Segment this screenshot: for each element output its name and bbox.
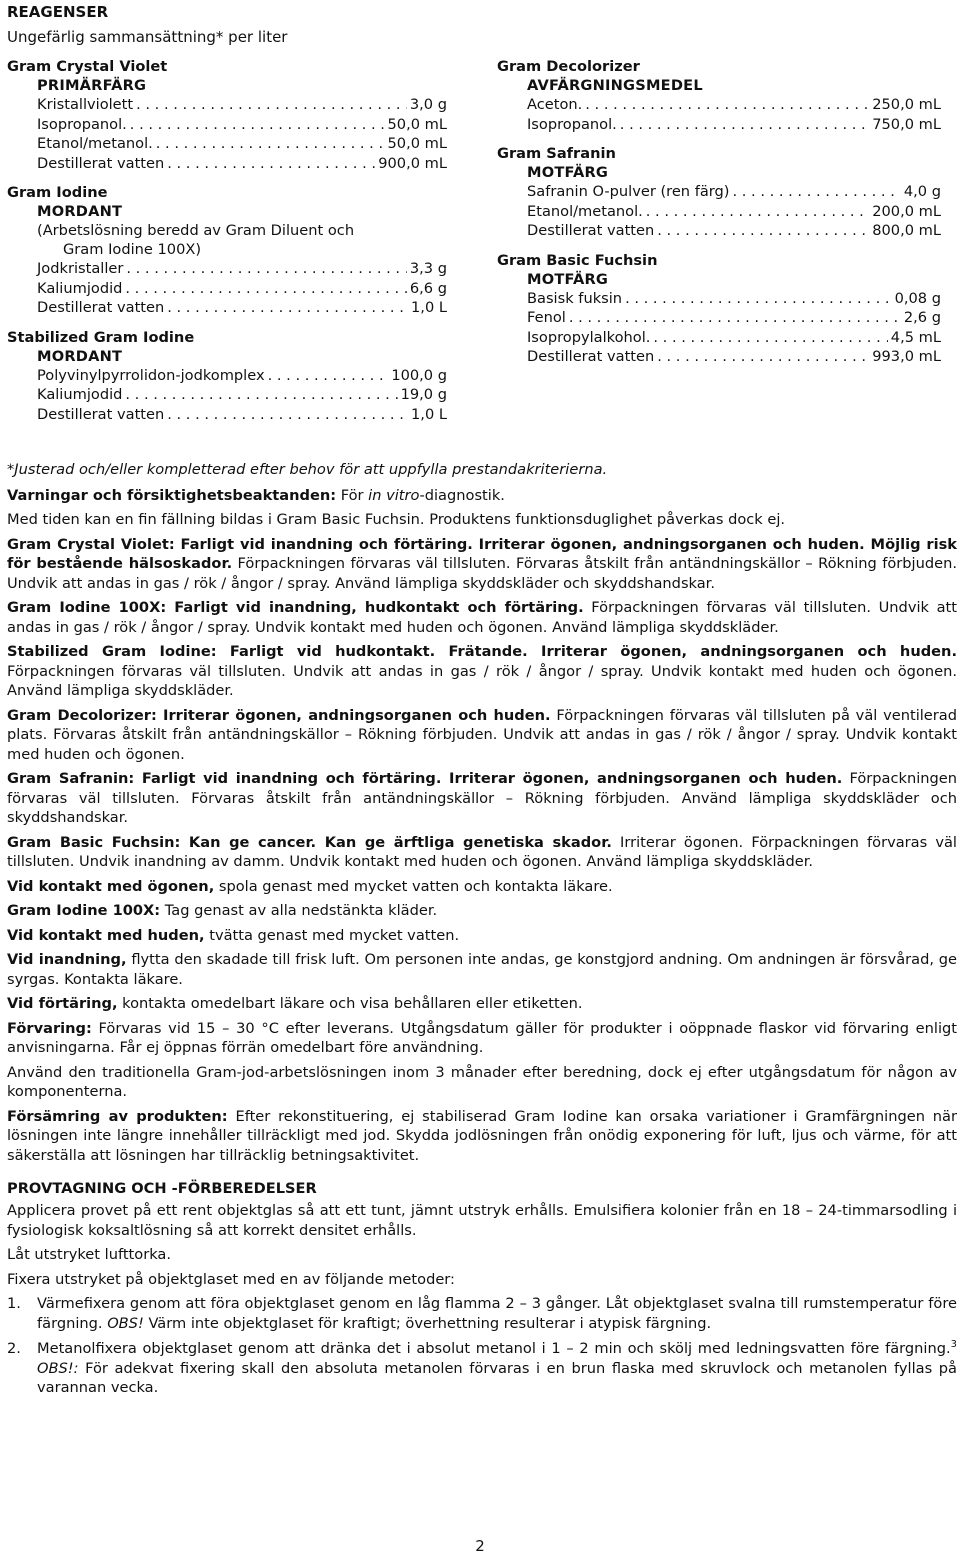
section-title-sampling: PROVTAGNING OCH -FÖRBEREDELSER [7, 1180, 317, 1197]
ingredient-amount: 993,0 mL [872, 348, 941, 365]
warning-paragraph [7, 598, 957, 637]
ingredient-amount: 50,0 mL [387, 135, 447, 152]
dot-leader [646, 202, 869, 222]
paragraph-bold-lead: Gram Iodine 100X: Farligt vid inandning, hudkontakt och förtäring. [7, 599, 584, 616]
dot-leader [657, 221, 869, 241]
reagent-group [497, 144, 941, 241]
ingredient-name: Kristallviolett [37, 96, 134, 113]
ingredient-amount: 250,0 mL [872, 96, 941, 113]
list-text-main: Metanolfixera objektglaset genom att dränka det i absolut metanol i 1 – 2 min och skölj med ledningsvatten före färgning. [37, 1340, 951, 1357]
sampling-paragraph-3: Fixera utstryket på objektglaset med en av följande metoder: [7, 1270, 455, 1288]
ingredient-row [497, 347, 941, 367]
ingredient-row [7, 154, 447, 174]
paragraph-text: Förpackningen förvaras väl tillsluten på väl ventilerad plats. Förvaras åtskilt från antändningskällor – Rökning förbjuden. Undvik att andas in gas / rök / ångor / spray. Undvik kontakt med huden och ögonen. [7, 706, 957, 763]
warning-paragraph [7, 877, 957, 897]
ingredient-amount: 2,6 g [903, 309, 941, 326]
ingredient-name: Isopropylalkohol. [527, 328, 651, 346]
reagent-note: (Arbetslösning beredd av Gram Diluent och [37, 222, 355, 239]
reagent-role: MORDANT [37, 347, 123, 365]
paragraph-italic: in vitro [368, 486, 420, 504]
paragraph-text: Förvaras vid 15 – 30 °C efter leverans. Utgångsdatum gäller för produkter i oöppnade flaskor vid förvaring enligt anvisningarna. Får ej öppnas förrän omedelbart före användning. [7, 1019, 957, 1056]
reagent-name: Gram Decolorizer [497, 58, 640, 75]
footnote: *Justerad och/eller kompletterad efter behov för att uppfylla prestandakriterierna. [7, 461, 608, 478]
ingredient-row [497, 328, 941, 348]
ingredient-amount: 1,0 L [411, 405, 447, 423]
ingredient-name: Kaliumjodid [37, 279, 123, 297]
reagent-column-left [7, 57, 447, 434]
ingredient-name: Isopropanol. [37, 115, 127, 133]
ingredient-amount: 6,6 g [409, 279, 447, 297]
reagent-name: Gram Basic Fuchsin [497, 251, 658, 269]
paragraph-text: kontakta omedelbart läkare och visa behållaren eller etiketten. [117, 995, 583, 1012]
page-number: 2 [475, 1537, 485, 1555]
paragraph-bold-lead: Förvaring: [7, 1019, 92, 1037]
ingredient-row [7, 115, 447, 135]
dot-leader [268, 366, 389, 386]
ingredient-row [497, 308, 941, 328]
paragraph-bold-lead: Stabilized Gram Iodine: Farligt vid hudkontakt. Frätande. Irriterar ögonen, andningsorganen och huden. [7, 643, 957, 660]
ingredient-name: Etanol/metanol. [37, 135, 153, 152]
ingredient-row [497, 182, 941, 202]
ingredient-name: Destillerat vatten [527, 222, 655, 239]
paragraph-text: tvätta genast med mycket vatten. [204, 926, 460, 944]
dot-leader [125, 279, 406, 299]
dot-leader [167, 298, 408, 318]
ingredient-name: Jodkristaller [37, 260, 124, 277]
warning-paragraph [7, 535, 957, 594]
reagent-group [497, 57, 941, 134]
list-item [7, 1339, 957, 1398]
reagent-role: MORDANT [37, 203, 123, 220]
paragraph-text: Med tiden kan en fin fällning bildas i Gram Basic Fuchsin. Produktens funktionsduglighet påverkas dock ej. [7, 511, 786, 528]
ingredient-name: Destillerat vatten [37, 299, 165, 316]
dot-leader [620, 115, 869, 135]
warning-paragraph [7, 1019, 957, 1058]
ingredient-name: Fenol [527, 309, 566, 326]
paragraph-bold-lead: Försämring av produkten: [7, 1107, 228, 1125]
section-title-reagents: REAGENSER [7, 3, 109, 21]
dot-leader [625, 289, 892, 309]
ingredient-amount: 100,0 g [391, 366, 447, 384]
dot-leader [130, 115, 385, 135]
paragraph-text: -diagnostik. [419, 486, 505, 504]
list-number: 1. [7, 1295, 21, 1312]
ingredient-name: Safranin O-pulver (ren färg) [527, 183, 730, 200]
warning-paragraph [7, 901, 957, 921]
dot-leader [167, 154, 375, 174]
reference-superscript: 3 [950, 1339, 957, 1351]
warning-paragraph [7, 642, 957, 701]
reagent-group [497, 251, 941, 367]
paragraph-bold-lead: Vid kontakt med ögonen, [7, 877, 215, 895]
ingredient-row [497, 115, 941, 135]
warning-paragraphs [7, 486, 957, 1166]
ingredient-name: Basisk fuksin [527, 289, 623, 307]
list-text-main: Värmefixera genom att föra objektglaset genom en låg flamma 2 – 3 gånger. Låt objektglaset svalna till rumstemperatur före färgning. [37, 1295, 957, 1332]
paragraph-bold-lead: Vid inandning, [7, 951, 127, 968]
list-item [7, 1294, 957, 1333]
warning-paragraph [7, 769, 957, 828]
sampling-paragraph-2: Låt utstryket lufttorka. [7, 1246, 171, 1263]
paragraph-text: Förpackningen förvaras väl tillsluten. Undvik att andas in gas / rök / ångor / spray. Undvik kontakt med huden och ögonen. Använd lämpliga skyddskläder. [7, 662, 957, 699]
ingredient-name: Isopropanol. [527, 115, 617, 133]
paragraph-bold-lead: Gram Iodine 100X: [7, 902, 161, 919]
reagent-name: Stabilized Gram Iodine [7, 328, 195, 346]
paragraph-bold-lead: Vid förtäring, [7, 995, 118, 1012]
ingredient-name: Destillerat vatten [527, 348, 655, 365]
ingredient-row [7, 95, 447, 115]
ingredient-amount: 1,0 L [411, 299, 447, 316]
paragraph-text: För [336, 486, 369, 504]
warning-paragraph [7, 950, 957, 989]
ingredient-amount: 0,08 g [894, 289, 941, 307]
ingredient-row [7, 298, 447, 318]
ingredient-name: Destillerat vatten [37, 405, 165, 423]
warnings-block [7, 460, 957, 1404]
ingredient-row [7, 405, 447, 425]
ingredient-name: Kaliumjodid [37, 386, 123, 403]
paragraph-text: Använd den traditionella Gram-jod-arbetslösningen inom 3 månader efter beredning, dock ej efter utgångsdatum för någon av komponenterna. [7, 1063, 957, 1100]
paragraph-text: flytta den skadade till frisk luft. Om personen inte andas, ge konstgjord andning. Om andningen är försvårad, ge syrgas. Kontakta läkare. [7, 951, 957, 988]
reagent-role: AVFÄRGNINGSMEDEL [527, 77, 703, 94]
dot-leader [585, 95, 869, 115]
dot-leader [657, 347, 869, 367]
reagent-column-right [497, 57, 941, 377]
reagent-group [7, 57, 447, 173]
ingredient-row [497, 221, 941, 241]
ingredient-row [7, 385, 447, 405]
paragraph-bold-lead: Vid kontakt med huden, [7, 926, 205, 944]
ingredient-amount: 19,0 g [400, 386, 447, 403]
warning-paragraph [7, 510, 957, 530]
list-text-rest: Värm inte objektglaset för kraftigt; överhettning resulterar i atypisk färgning. [143, 1314, 712, 1332]
ingredient-row [7, 134, 447, 154]
ingredient-amount: 750,0 mL [872, 115, 941, 133]
paragraph-text: Efter rekonstituering, ej stabiliserad Gram Iodine kan orsaka variationer i Gramfärgningen när lösningen inte längre innehåller tillräckligt med jod. Skydda jodlösningen från onödig exponering för luft, ljus och värme, för att säkerställa att lösningen har tillräcklig betningsaktivitet. [7, 1107, 957, 1164]
list-text-italic: OBS!: [37, 1359, 79, 1377]
ingredient-amount: 3,3 g [409, 260, 447, 277]
paragraph-text: Förpackningen förvaras väl tillsluten. Förvaras åtskilt från antändningskällor – Rökning förbjuden. Undvik att andas in gas / rök / ångor / spray. Använd lämpliga skyddskläder och skyddshandskar. [7, 555, 957, 592]
dot-leader [732, 182, 900, 202]
reagent-role: PRIMÄRFÄRG [37, 77, 147, 94]
dot-leader [136, 95, 407, 115]
paragraph-text: Tag genast av alla nedstänkta kläder. [160, 902, 438, 919]
dot-leader [156, 134, 385, 154]
dot-leader [125, 385, 397, 405]
list-number: 2. [7, 1340, 21, 1357]
paragraph-text: Förpackningen förvaras väl tillsluten. Undvik att andas in gas / rök / ångor / spray. Undvik kontakt med huden och ögonen. Använd lämpliga skyddskläder. [7, 599, 957, 636]
ingredient-amount: 200,0 mL [872, 202, 941, 220]
warning-paragraph [7, 486, 957, 506]
reagent-group [7, 328, 447, 425]
ingredient-row [7, 366, 447, 386]
paragraph-text: Förpackningen förvaras väl tillsluten. Förvaras åtskilt från antändningskällor – Rökning förbjuden. Använd lämpliga skyddskläder och skyddshandskar. [7, 770, 957, 826]
reagent-group [7, 183, 447, 318]
list-text [37, 1339, 957, 1398]
list-text [37, 1294, 957, 1333]
ingredient-amount: 3,0 g [409, 96, 447, 113]
paragraph-bold-lead: Varningar och försiktighetsbeaktanden: [7, 486, 337, 504]
ingredient-row [497, 95, 941, 115]
ingredient-amount: 4,5 mL [890, 328, 941, 346]
reagent-name: Gram Safranin [497, 145, 616, 162]
ingredient-amount: 4,0 g [903, 183, 941, 200]
dot-leader [569, 308, 901, 328]
warning-paragraph [7, 1107, 957, 1166]
list-text-italic: OBS! [107, 1314, 144, 1332]
ingredient-row [7, 259, 447, 279]
warning-paragraph [7, 926, 957, 946]
ingredient-amount: 50,0 mL [387, 115, 447, 133]
warning-paragraph [7, 1063, 957, 1102]
reagent-role: MOTFÄRG [527, 270, 609, 288]
paragraph-bold-lead: Gram Decolorizer: Irriterar ögonen, andningsorganen och huden. [7, 706, 551, 724]
ingredient-name: Etanol/metanol. [527, 202, 643, 220]
reagent-role: MOTFÄRG [527, 164, 609, 181]
ingredient-row [497, 202, 941, 222]
dot-leader [653, 328, 887, 348]
paragraph-text: Irriterar ögonen. Förpackningen förvaras väl tillsluten. Undvik inandning av damm. Undvik kontakt med huden och ögonen. Använd lämpliga skyddskläder. [7, 833, 957, 870]
paragraph-text: spola genast med mycket vatten och kontakta läkare. [214, 877, 613, 895]
paragraph-bold-lead: Gram Safranin: Farligt vid inandning och förtäring. Irriterar ögonen, andningsorganen och huden. [7, 770, 843, 787]
warning-paragraph [7, 706, 957, 765]
ingredient-name: Aceton. [527, 96, 583, 113]
ingredient-amount: 800,0 mL [872, 222, 941, 239]
reagent-name: Gram Iodine [7, 184, 108, 201]
ingredient-row [497, 289, 941, 309]
ingredient-name: Destillerat vatten [37, 154, 165, 172]
sampling-paragraph-1: Applicera provet på ett rent objektglas så att ett tunt, jämnt utstryk erhålls. Emulsifiera kolonier från en 18 – 24-timmarsodling i fysiologisk koksaltlösning så att korrekt densitet erhålls. [7, 1202, 957, 1239]
paragraph-bold-lead: Gram Crystal Violet: Farligt vid inandning och förtäring. Irriterar ögonen, andningsorganen och huden. Möjlig risk för bestående hälsoskador. [7, 535, 957, 572]
warning-paragraph [7, 994, 957, 1014]
ingredient-name: Polyvinylpyrrolidon-jodkomplex [37, 366, 265, 384]
dot-leader [126, 259, 407, 279]
ingredient-row [7, 279, 447, 299]
fixation-steps [7, 1294, 957, 1398]
paragraph-bold-lead: Gram Basic Fuchsin: Kan ge cancer. Kan ge ärftliga genetiska skador. [7, 833, 612, 851]
dot-leader [167, 405, 408, 425]
section-subtitle: Ungefärlig sammansättning* per liter [7, 28, 288, 46]
reagent-name: Gram Crystal Violet [7, 58, 168, 75]
ingredient-amount: 900,0 mL [378, 154, 447, 172]
warning-paragraph [7, 833, 957, 872]
reagent-note: Gram Iodine 100X) [63, 241, 202, 258]
list-text-rest: För adekvat fixering skall den absoluta metanolen förvaras i en brun flaska med skruvlock och metanolen fyllas på varannan vecka. [37, 1359, 957, 1396]
